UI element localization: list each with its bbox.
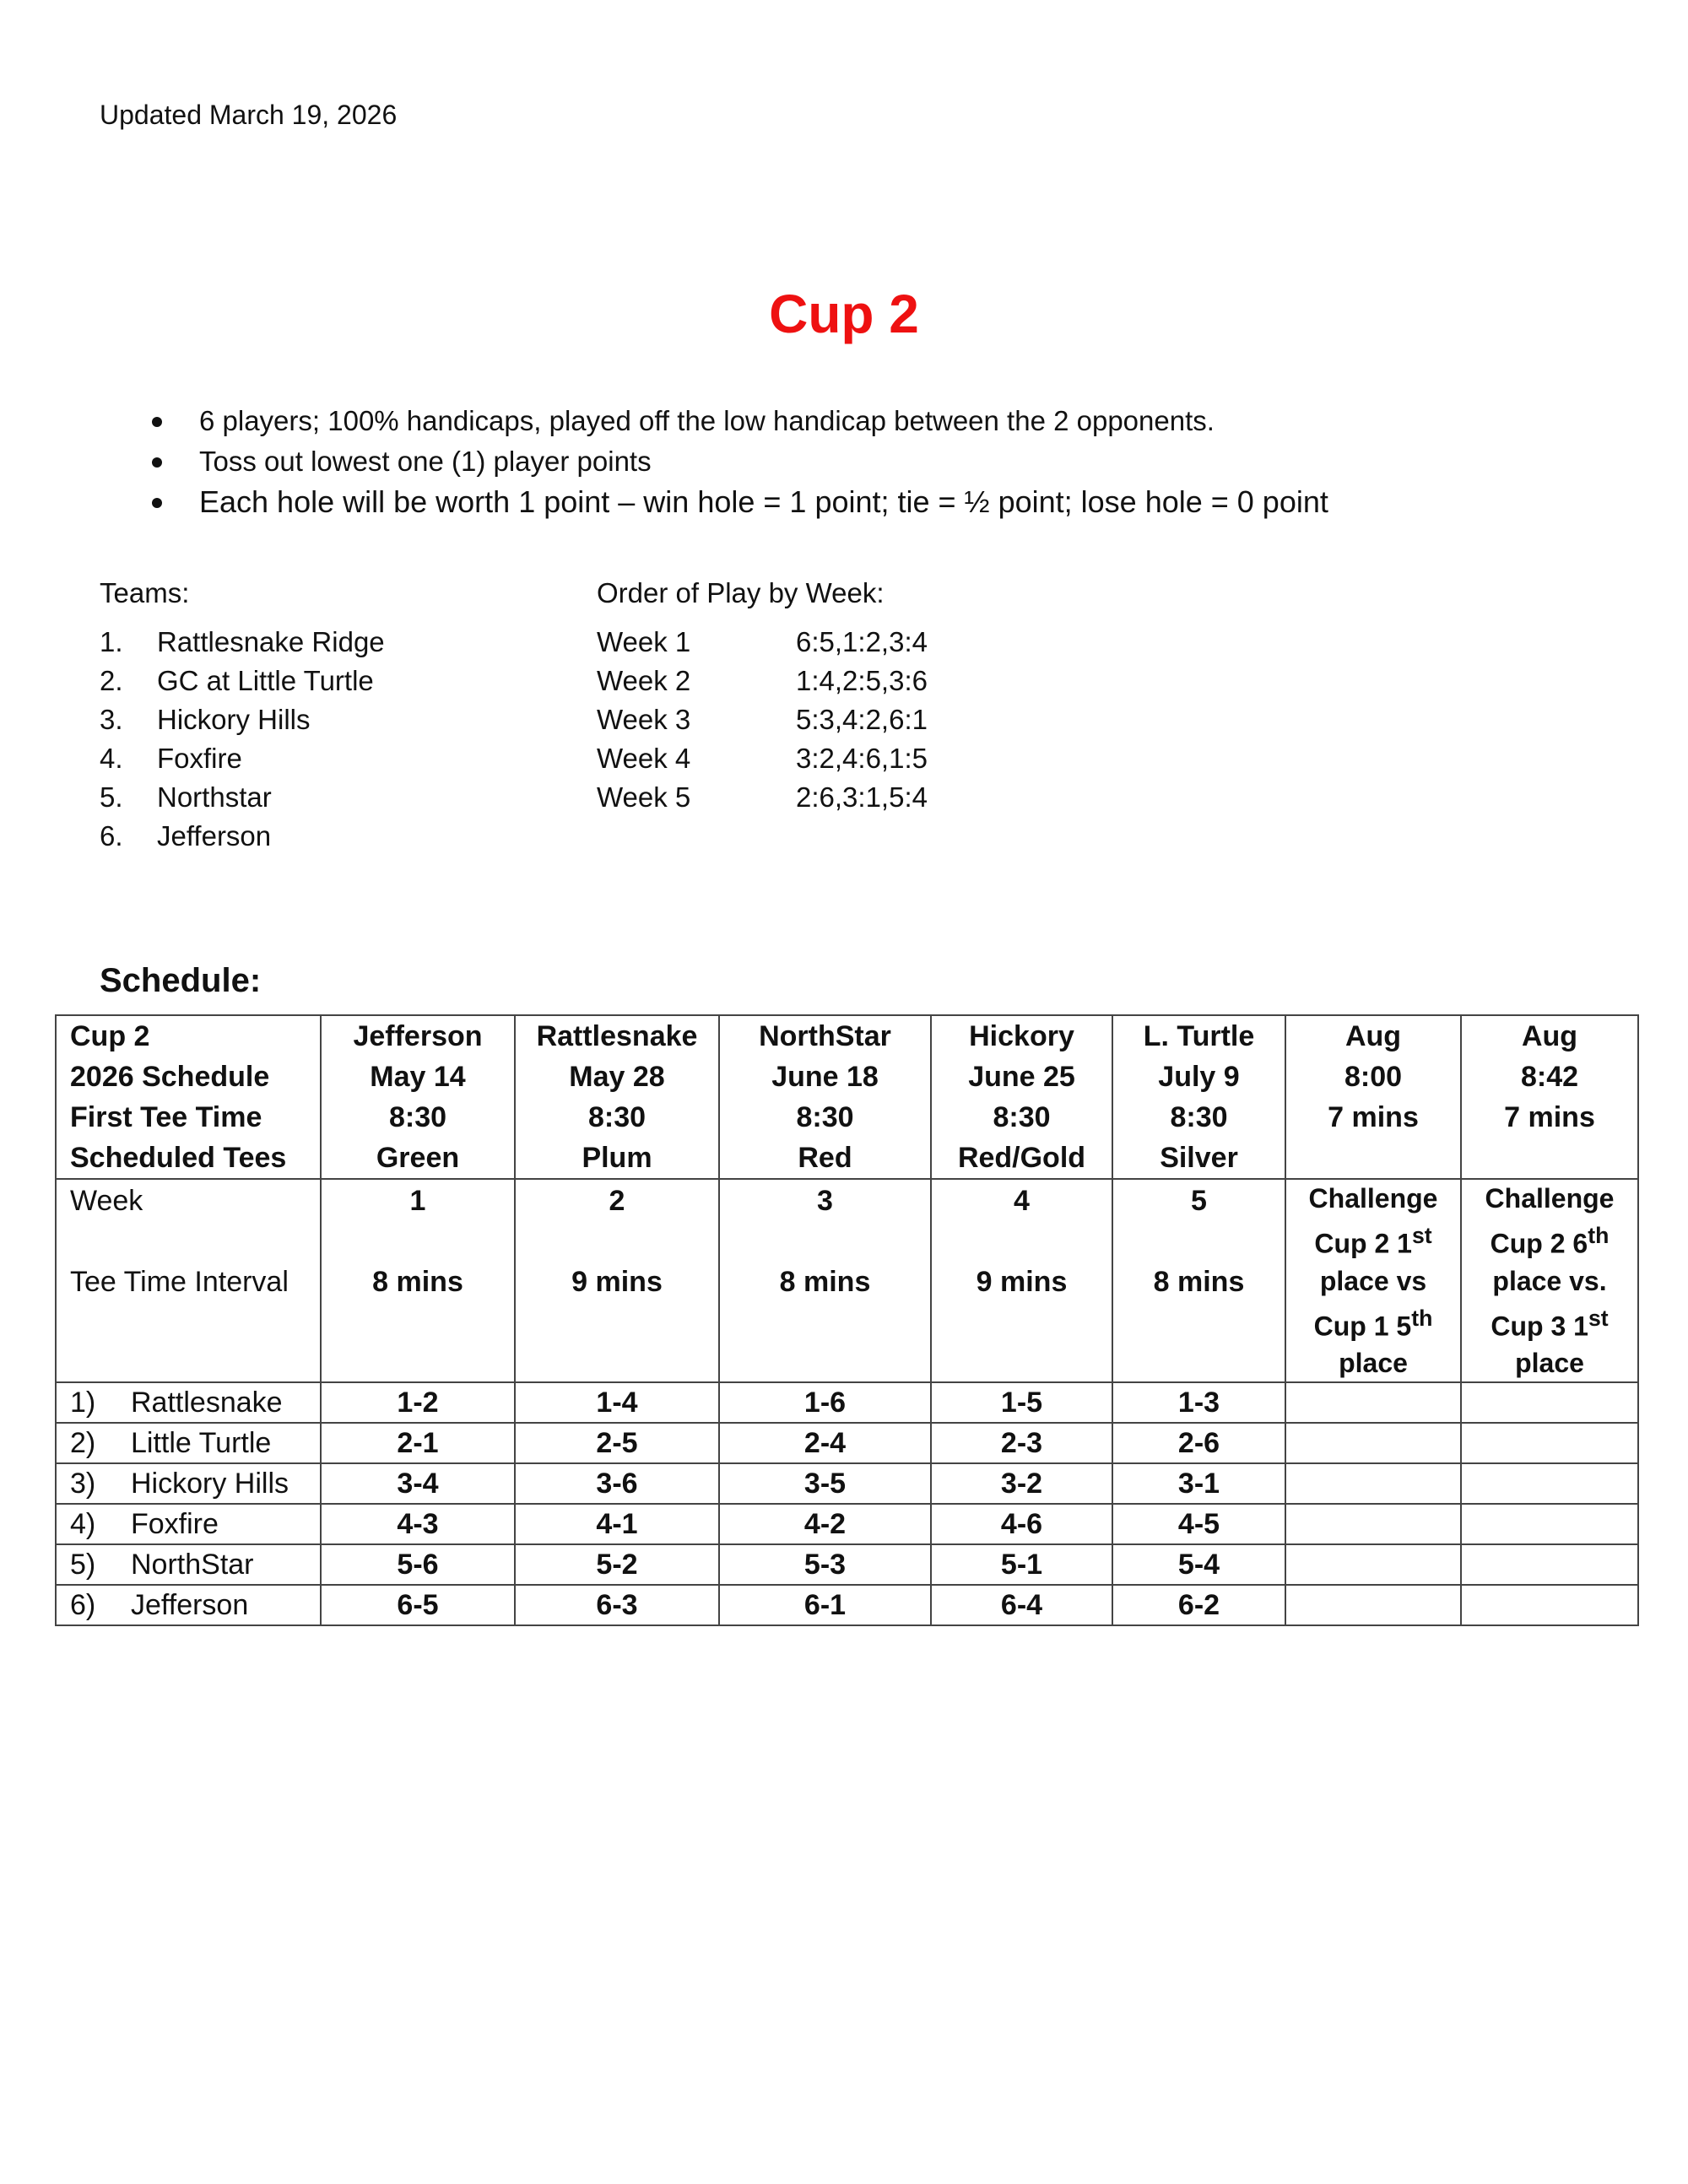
team-cell bbox=[56, 1463, 321, 1504]
column-date: June 25 bbox=[968, 1061, 1075, 1093]
match-cell: 3-6 bbox=[515, 1463, 719, 1504]
row-team: Jefferson bbox=[131, 1589, 249, 1622]
challenge-ordinal: st bbox=[1411, 1223, 1432, 1248]
tee-interval: 8 mins bbox=[779, 1266, 871, 1298]
match-cell: 1-6 bbox=[719, 1382, 931, 1423]
team-number: 3. bbox=[100, 704, 123, 735]
row-team: Hickory Hills bbox=[131, 1468, 289, 1500]
row-number: 4) bbox=[70, 1508, 96, 1541]
schedule-column-header bbox=[719, 1015, 931, 1179]
match-cell: 1-3 bbox=[1112, 1382, 1285, 1423]
order-pairs: 3:2,4:6,1:5 bbox=[796, 743, 928, 774]
match-cell: 6-1 bbox=[719, 1585, 931, 1625]
row-number: 6) bbox=[70, 1589, 96, 1622]
week-label-cell bbox=[56, 1179, 321, 1382]
row-number: 1) bbox=[70, 1387, 96, 1419]
header-label-line: 2026 Schedule bbox=[70, 1061, 270, 1093]
order-week: Week 3 bbox=[597, 704, 691, 735]
challenge-ordinal: th bbox=[1588, 1223, 1610, 1248]
column-date: July 9 bbox=[1158, 1061, 1240, 1093]
challenge-line: Challenge bbox=[1308, 1183, 1438, 1214]
order-week: Week 2 bbox=[597, 665, 691, 696]
table-row bbox=[56, 1463, 1638, 1504]
empty-cell bbox=[1285, 1382, 1461, 1423]
row-number: 3) bbox=[70, 1468, 96, 1500]
rule-item: 6 players; 100% handicaps, played off the low handicap between the 2 opponents. bbox=[152, 401, 1328, 441]
order-item bbox=[597, 700, 928, 739]
match-cell: 2-1 bbox=[321, 1423, 515, 1463]
empty-cell bbox=[1461, 1504, 1638, 1544]
header-label-line: Cup 2 bbox=[70, 1020, 150, 1052]
challenge-line bbox=[1469, 1300, 1631, 1345]
schedule-heading: Schedule: bbox=[100, 962, 262, 999]
match-cell: 4-6 bbox=[931, 1504, 1112, 1544]
row-team: Foxfire bbox=[131, 1508, 219, 1541]
order-of-play-list bbox=[597, 623, 928, 817]
match-cell: 5-3 bbox=[719, 1544, 931, 1585]
row-number: 2) bbox=[70, 1427, 96, 1460]
match-cell: 1-4 bbox=[515, 1382, 719, 1423]
match-cell: 4-5 bbox=[1112, 1504, 1285, 1544]
week-number: 3 bbox=[817, 1185, 833, 1217]
team-item bbox=[100, 700, 385, 739]
week-cell bbox=[515, 1179, 719, 1382]
match-cell: 1-2 bbox=[321, 1382, 515, 1423]
schedule-table bbox=[55, 1014, 1639, 1626]
challenge-line bbox=[1293, 1217, 1453, 1262]
team-item bbox=[100, 739, 385, 778]
match-cell: 4-1 bbox=[515, 1504, 719, 1544]
match-cell: 5-2 bbox=[515, 1544, 719, 1585]
header-label-line: Scheduled Tees bbox=[70, 1142, 287, 1174]
team-item bbox=[100, 817, 385, 856]
row-team: Little Turtle bbox=[131, 1427, 272, 1460]
column-tees: Plum bbox=[582, 1142, 652, 1174]
challenge-line: place bbox=[1515, 1348, 1584, 1379]
schedule-header-label bbox=[56, 1015, 321, 1179]
schedule-column-header bbox=[931, 1015, 1112, 1179]
team-name: Northstar bbox=[157, 781, 272, 813]
column-course: Jefferson bbox=[353, 1020, 483, 1052]
challenge-interval: 7 mins bbox=[1328, 1101, 1419, 1133]
table-row bbox=[56, 1544, 1638, 1585]
empty-cell bbox=[1285, 1463, 1461, 1504]
challenge-line: place bbox=[1339, 1348, 1408, 1379]
team-cell bbox=[56, 1544, 321, 1585]
table-row bbox=[56, 1585, 1638, 1625]
rule-item: Each hole will be worth 1 point – win hole = 1 point; tie = ½ point; lose hole = 0 point bbox=[152, 482, 1328, 522]
column-time: 8:30 bbox=[388, 1101, 447, 1133]
challenge-text: Cup 1 5 bbox=[1313, 1311, 1412, 1342]
challenge-line: place vs. bbox=[1492, 1265, 1607, 1296]
challenge-time: 8:00 bbox=[1344, 1061, 1403, 1093]
match-cell: 2-3 bbox=[931, 1423, 1112, 1463]
order-pairs: 6:5,1:2,3:4 bbox=[796, 626, 928, 657]
challenge-column-header bbox=[1285, 1015, 1461, 1179]
team-number: 1. bbox=[100, 626, 123, 657]
column-course: Hickory bbox=[969, 1020, 1074, 1052]
table-row bbox=[56, 1504, 1638, 1544]
order-week: Week 1 bbox=[597, 626, 691, 657]
column-time: 8:30 bbox=[1170, 1101, 1228, 1133]
match-cell: 6-2 bbox=[1112, 1585, 1285, 1625]
week-row bbox=[56, 1179, 1638, 1382]
challenge-description bbox=[1461, 1179, 1638, 1382]
order-week: Week 5 bbox=[597, 781, 691, 813]
match-cell: 3-4 bbox=[321, 1463, 515, 1504]
column-date: June 18 bbox=[771, 1061, 879, 1093]
order-item bbox=[597, 623, 928, 662]
team-cell bbox=[56, 1382, 321, 1423]
challenge-text: Cup 3 1 bbox=[1491, 1311, 1588, 1342]
column-course: Rattlesnake bbox=[536, 1020, 698, 1052]
week-cell bbox=[719, 1179, 931, 1382]
column-time: 8:30 bbox=[587, 1101, 647, 1133]
schedule-column-header bbox=[321, 1015, 515, 1179]
team-cell bbox=[56, 1504, 321, 1544]
empty-cell bbox=[1285, 1544, 1461, 1585]
match-cell: 3-2 bbox=[931, 1463, 1112, 1504]
teams-list bbox=[100, 623, 385, 856]
column-tees: Red bbox=[798, 1142, 852, 1174]
column-date: May 14 bbox=[370, 1061, 466, 1093]
rules-list bbox=[152, 401, 1328, 522]
team-number: 2. bbox=[100, 665, 123, 696]
week-number: 1 bbox=[409, 1185, 426, 1217]
order-item bbox=[597, 662, 928, 700]
challenge-line: Challenge bbox=[1485, 1183, 1615, 1214]
team-name: Foxfire bbox=[157, 743, 242, 774]
team-name: Hickory Hills bbox=[157, 704, 311, 735]
interval-label: Tee Time Interval bbox=[70, 1266, 289, 1298]
teams-label: Teams: bbox=[100, 577, 190, 608]
match-cell: 6-3 bbox=[515, 1585, 719, 1625]
header-label-line: First Tee Time bbox=[70, 1101, 262, 1133]
match-cell: 4-2 bbox=[719, 1504, 931, 1544]
week-cell bbox=[931, 1179, 1112, 1382]
row-team: NorthStar bbox=[131, 1549, 254, 1581]
team-cell bbox=[56, 1423, 321, 1463]
match-cell: 2-6 bbox=[1112, 1423, 1285, 1463]
challenge-line bbox=[1293, 1300, 1453, 1345]
rule-item: Toss out lowest one (1) player points bbox=[152, 441, 1328, 482]
table-row bbox=[56, 1382, 1638, 1423]
order-of-play-label: Order of Play by Week: bbox=[597, 577, 885, 608]
challenge-time: 8:42 bbox=[1520, 1061, 1579, 1093]
week-label: Week bbox=[70, 1185, 143, 1217]
page-title: Cup 2 bbox=[769, 284, 919, 344]
empty-cell bbox=[1461, 1382, 1638, 1423]
column-time: 8:30 bbox=[796, 1101, 854, 1133]
column-course: NorthStar bbox=[759, 1020, 891, 1052]
order-pairs: 2:6,3:1,5:4 bbox=[796, 781, 928, 813]
week-number: 4 bbox=[1014, 1185, 1030, 1217]
tee-interval: 8 mins bbox=[1153, 1266, 1245, 1298]
match-cell: 2-5 bbox=[515, 1423, 719, 1463]
updated-date: Updated March 19, 2026 bbox=[100, 100, 398, 130]
team-number: 5. bbox=[100, 781, 123, 813]
team-item bbox=[100, 662, 385, 700]
match-cell: 6-5 bbox=[321, 1585, 515, 1625]
team-name: GC at Little Turtle bbox=[157, 665, 374, 696]
empty-cell bbox=[1461, 1463, 1638, 1504]
column-tees: Silver bbox=[1160, 1142, 1238, 1174]
week-number: 2 bbox=[609, 1185, 625, 1217]
challenge-column-header bbox=[1461, 1015, 1638, 1179]
empty-cell bbox=[1285, 1585, 1461, 1625]
week-cell bbox=[321, 1179, 515, 1382]
challenge-line bbox=[1469, 1217, 1631, 1262]
match-cell: 5-1 bbox=[931, 1544, 1112, 1585]
tee-interval: 9 mins bbox=[976, 1266, 1068, 1298]
table-row bbox=[56, 1423, 1638, 1463]
order-pairs: 1:4,2:5,3:6 bbox=[796, 665, 928, 696]
empty-cell bbox=[1285, 1423, 1461, 1463]
team-cell bbox=[56, 1585, 321, 1625]
match-cell: 3-1 bbox=[1112, 1463, 1285, 1504]
column-date: May 28 bbox=[569, 1061, 665, 1093]
challenge-text: Cup 2 1 bbox=[1314, 1228, 1412, 1259]
order-item bbox=[597, 778, 928, 817]
empty-cell bbox=[1461, 1544, 1638, 1585]
match-cell: 1-5 bbox=[931, 1382, 1112, 1423]
team-number: 6. bbox=[100, 820, 123, 851]
week-cell bbox=[1112, 1179, 1285, 1382]
challenge-text: Cup 2 6 bbox=[1490, 1228, 1588, 1259]
challenge-month: Aug bbox=[1521, 1020, 1578, 1052]
challenge-line: place vs bbox=[1319, 1265, 1427, 1296]
schedule-column-header bbox=[515, 1015, 719, 1179]
column-course: L. Turtle bbox=[1143, 1020, 1255, 1052]
column-time: 8:30 bbox=[993, 1101, 1051, 1133]
match-cell: 4-3 bbox=[321, 1504, 515, 1544]
order-pairs: 5:3,4:2,6:1 bbox=[796, 704, 928, 735]
week-number: 5 bbox=[1191, 1185, 1207, 1217]
order-item bbox=[597, 739, 928, 778]
schedule-header-row bbox=[56, 1015, 1638, 1179]
empty-cell bbox=[1461, 1423, 1638, 1463]
match-cell: 3-5 bbox=[719, 1463, 931, 1504]
team-item bbox=[100, 778, 385, 817]
column-tees: Red/Gold bbox=[957, 1142, 1086, 1174]
row-team: Rattlesnake bbox=[131, 1387, 283, 1419]
match-cell: 6-4 bbox=[931, 1585, 1112, 1625]
challenge-ordinal: th bbox=[1411, 1305, 1433, 1331]
challenge-month: Aug bbox=[1344, 1020, 1402, 1052]
column-tees: Green bbox=[376, 1142, 460, 1174]
order-week: Week 4 bbox=[597, 743, 691, 774]
schedule-column-header bbox=[1112, 1015, 1285, 1179]
empty-cell bbox=[1285, 1504, 1461, 1544]
match-cell: 5-4 bbox=[1112, 1544, 1285, 1585]
challenge-description bbox=[1285, 1179, 1461, 1382]
challenge-interval: 7 mins bbox=[1504, 1101, 1595, 1133]
team-name: Rattlesnake Ridge bbox=[157, 626, 385, 657]
tee-interval: 9 mins bbox=[571, 1266, 663, 1298]
tee-interval: 8 mins bbox=[372, 1266, 463, 1298]
team-number: 4. bbox=[100, 743, 123, 774]
match-cell: 2-4 bbox=[719, 1423, 931, 1463]
team-name: Jefferson bbox=[157, 820, 272, 851]
row-number: 5) bbox=[70, 1549, 96, 1581]
empty-cell bbox=[1461, 1585, 1638, 1625]
challenge-ordinal: st bbox=[1588, 1305, 1609, 1331]
match-cell: 5-6 bbox=[321, 1544, 515, 1585]
team-item bbox=[100, 623, 385, 662]
